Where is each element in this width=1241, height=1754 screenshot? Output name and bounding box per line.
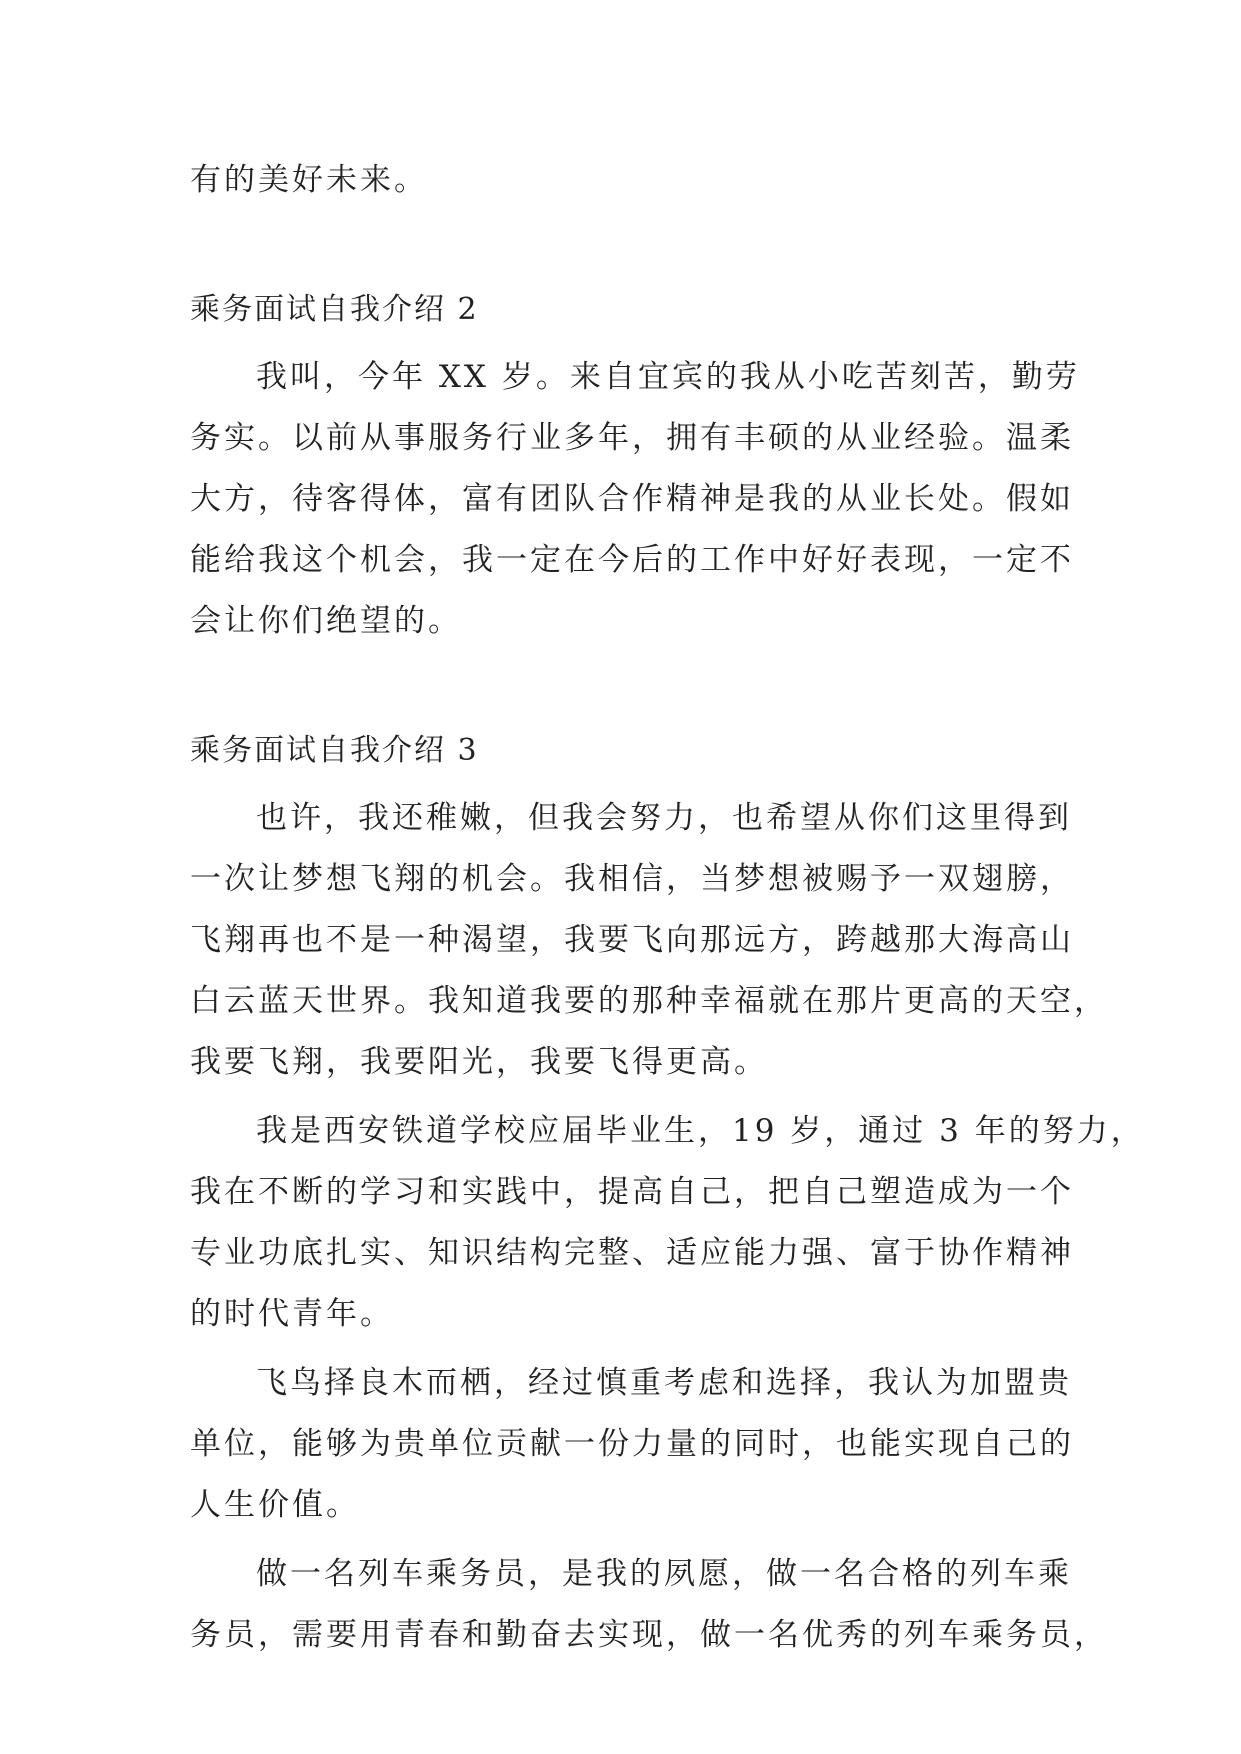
text-line: 飞翔再也不是一种渴望，我要飞向那远方，跨越那大海高山 (190, 922, 1074, 958)
text-line: 会让你们绝望的。 (190, 603, 462, 639)
text-line: 一次让梦想飞翔的机会。我相信，当梦想被赐予一双翅膀， (190, 861, 1074, 897)
paragraph (190, 150, 1055, 211)
text-line: 我是西安铁道学校应届毕业生，19 岁，通过 3 年的努力， (256, 1113, 1145, 1149)
text-line: 我在不断的学习和实践中，提高自己，把自己塑造成为一个 (190, 1174, 1074, 1210)
text-line: 有的美好未来。 (190, 162, 428, 198)
text-line: 务实。以前从事服务行业多年，拥有丰硕的从业经验。温柔 (190, 420, 1074, 456)
text-line: 务员，需要用青春和勤奋去实现，做一名优秀的列车乘务员， (190, 1617, 1108, 1653)
section-heading: 乘务面试自我介绍 3 (190, 733, 479, 768)
paragraph (190, 1353, 1074, 1536)
paragraph (190, 788, 1108, 1093)
text-line: 白云蓝天世界。我知道我要的那种幸福就在那片更高的天空， (190, 983, 1108, 1019)
text-line: 飞鸟择良木而栖，经过慎重考虑和选择，我认为加盟贵 (256, 1365, 1072, 1401)
text-line: 我叫，今年 XX 岁。来自宜宾的我从小吃苦刻苦，勤劳 (256, 359, 1080, 395)
text-line: 专业功底扎实、知识结构完整、适应能力强、富于协作精神 (190, 1235, 1074, 1271)
text-line: 人生价值。 (190, 1487, 360, 1523)
paragraph (190, 1544, 1108, 1666)
text-line: 做一名列车乘务员，是我的夙愿，做一名合格的列车乘 (256, 1556, 1072, 1592)
text-line: 单位，能够为贵单位贡献一份力量的同时，也能实现自己的 (190, 1426, 1074, 1462)
document-body (190, 150, 1145, 1666)
paragraph (190, 1101, 1145, 1345)
text-line: 也许，我还稚嫩，但我会努力，也希望从你们这里得到 (256, 800, 1072, 836)
text-line: 我要飞翔，我要阳光，我要飞得更高。 (190, 1044, 768, 1080)
section-heading: 乘务面试自我介绍 2 (190, 292, 479, 327)
text-line: 大方，待客得体，富有团队合作精神是我的从业长处。假如 (190, 481, 1074, 517)
text-line: 能给我这个机会，我一定在今后的工作中好好表现，一定不 (190, 542, 1074, 578)
paragraph (190, 347, 1080, 652)
text-line: 的时代青年。 (190, 1296, 394, 1332)
